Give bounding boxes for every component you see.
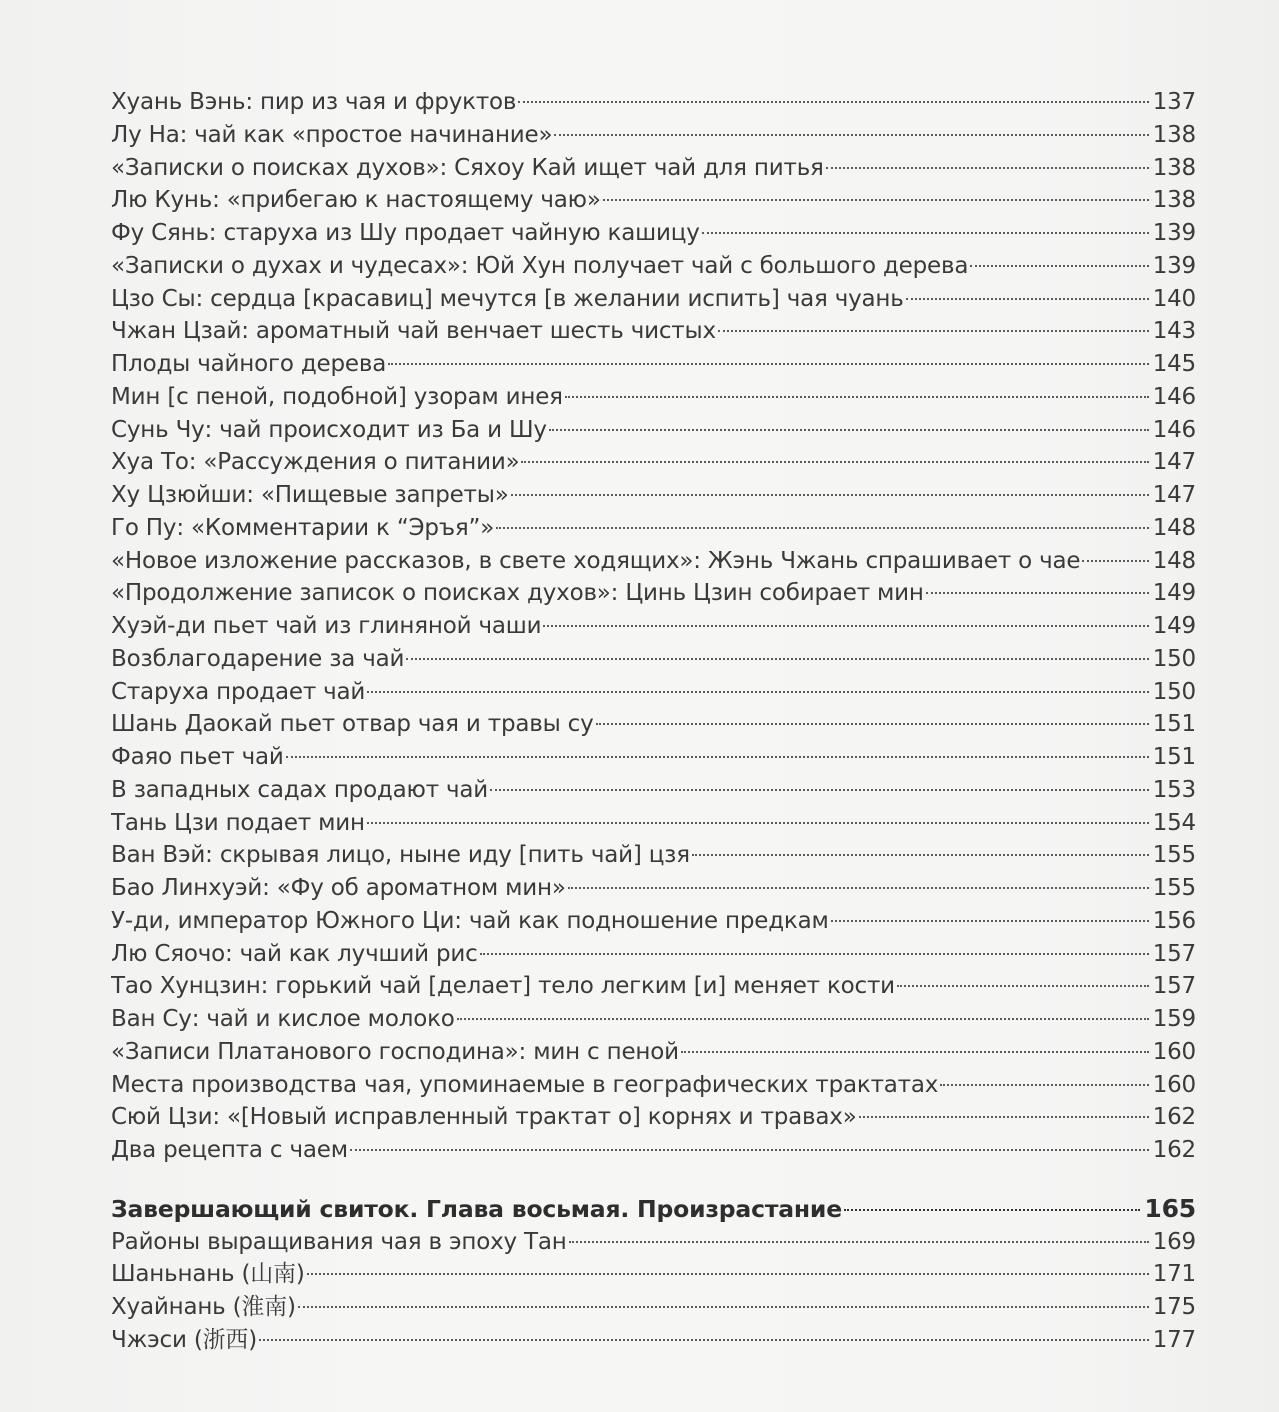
toc-entry[interactable] [111,217,1196,250]
toc-entry-title: Фаяо пьет чай [111,744,284,770]
dot-leader [926,592,1149,594]
toc-entry[interactable] [111,676,1196,709]
toc-entry[interactable] [111,610,1196,643]
toc-entry[interactable] [111,1036,1196,1069]
toc-entry-page-number: 146 [1152,383,1196,410]
toc-entry-title: Бао Линхуэй: «Фу об ароматном мин» [111,875,566,901]
toc-entry[interactable] [111,643,1196,676]
toc-entry-page-number: 160 [1152,1038,1196,1065]
toc-entry-title: «Продолжение записок о поисках духов»: Цинь Цзин собирает мин [111,580,924,607]
dot-leader [831,920,1149,922]
dot-leader [286,756,1149,758]
toc-entry-page-number: 157 [1152,940,1196,967]
table-of-contents [111,86,1196,1357]
dot-leader [702,232,1149,234]
toc-entry[interactable] [111,381,1196,414]
toc-entry-page-number: 154 [1152,809,1196,836]
dot-leader [367,822,1149,824]
dot-leader [596,723,1149,725]
dot-leader [826,167,1149,169]
toc-entry[interactable] [111,774,1196,807]
dot-leader [521,461,1148,463]
toc-entry[interactable] [111,872,1196,905]
dot-leader [259,1339,1149,1341]
dot-leader [554,134,1148,136]
toc-entry[interactable] [111,807,1196,840]
toc-entry-title: Лу На: чай как «простое начинание» [111,121,553,148]
toc-entry[interactable] [111,545,1196,578]
toc-entry[interactable] [111,905,1196,938]
toc-entry-title: Места производства чая, упоминаемые в географических трактатах [111,1071,939,1098]
toc-entry-page-number: 138 [1152,154,1196,181]
dot-leader [367,691,1149,693]
toc-entry-page-number: 139 [1152,220,1196,246]
toc-entry-page-number: 137 [1152,89,1196,115]
toc-entry[interactable] [111,512,1196,545]
dot-leader [518,101,1148,103]
toc-chapter-entries [111,1226,1196,1357]
dot-leader [859,1116,1149,1118]
toc-entry-page-number: 140 [1152,285,1196,312]
toc-entry-page-number: 153 [1152,776,1196,803]
dot-leader [1082,560,1148,562]
toc-entry-title: Тао Хунцзин: горький чай [делает] тело легким [и] меняет кости [111,973,895,1000]
dot-leader [568,887,1149,889]
dot-leader [307,1273,1149,1275]
dot-leader [970,265,1148,267]
toc-entry-page-number: 151 [1152,744,1196,770]
toc-entry-title: «Записки о духах и чудесах»: Юй Хун получает чай с большого дерева [111,252,969,279]
toc-entry-page-number: 149 [1152,580,1196,607]
toc-entry-title: Ван Су: чай и кислое молоко [111,1006,455,1032]
toc-entry-page-number: 143 [1152,318,1196,345]
dot-leader [406,658,1148,660]
toc-entry[interactable] [111,839,1196,872]
toc-entry[interactable] [111,1226,1196,1259]
toc-entry-title: Чжэси (浙西) [111,1326,257,1353]
toc-entry-title: Чжан Цзай: ароматный чай венчает шесть чистых [111,318,716,345]
toc-entry-title: Плоды чайного дерева [111,351,387,377]
toc-entry[interactable] [111,446,1196,479]
toc-entry-title: Тань Цзи подает мин [111,809,365,836]
toc-entry-page-number: 171 [1152,1261,1196,1288]
toc-entry-title: Цзо Сы: сердца [красавиц] мечутся [в желании испить] чая чуань [111,285,904,312]
toc-entry-page-number: 138 [1152,121,1196,148]
dot-leader [844,1209,1140,1211]
toc-entry-title: Фу Сянь: старуха из Шу продает чайную кашицу [111,220,700,246]
toc-entry-page-number: 148 [1152,547,1196,574]
toc-section-entries [111,86,1196,1167]
toc-entry-title: Возблагодарение за чай [111,645,405,672]
dot-leader [490,789,1149,791]
dot-leader [681,1051,1149,1053]
toc-entry-page-number: 175 [1152,1294,1196,1320]
toc-entry-page-number: 139 [1152,252,1196,279]
toc-entry-title: «Записки о поисках духов»: Сяхоу Кай ищет чай для питья [111,154,824,181]
toc-entry-title: Два рецепта с чаем [111,1137,348,1163]
toc-entry-page-number: 147 [1152,482,1196,508]
dot-leader [692,854,1149,856]
toc-entry-page-number: 148 [1152,514,1196,541]
toc-entry-title: «Новое изложение рассказов, в свете ходящих»: Жэнь Чжань спрашивает о чае [111,547,1081,574]
dot-leader [603,199,1149,201]
toc-entry-title: «Записи Платанового господина»: мин с пеной [111,1038,679,1065]
toc-entry[interactable] [111,348,1196,381]
toc-entry-title: Хуэй-ди пьет чай из глиняной чаши [111,613,542,639]
toc-entry-page-number: 138 [1152,187,1196,214]
dot-leader [906,298,1149,300]
toc-entry[interactable] [111,1291,1196,1324]
toc-entry-page-number: 150 [1152,678,1196,705]
toc-entry-title: Лю Сяочо: чай как лучший рис [111,940,478,967]
toc-entry-title: Шань Даокай пьет отвар чая и травы су [111,711,594,738]
dot-leader [569,1241,1149,1243]
toc-entry-page-number: 156 [1152,907,1196,934]
toc-entry[interactable] [111,184,1196,217]
dot-leader [511,494,1149,496]
dot-leader [897,985,1149,987]
toc-entry[interactable] [111,283,1196,316]
toc-entry-page-number: 157 [1152,973,1196,1000]
toc-entry-title: Хуайнань (淮南) [111,1294,296,1320]
toc-entry-page-number: 159 [1152,1006,1196,1032]
toc-entry[interactable] [111,708,1196,741]
toc-entry-title: Шаньнань (山南) [111,1261,305,1288]
dot-leader [457,1018,1149,1020]
toc-entry-title: Районы выращивания чая в эпоху Тан [111,1228,567,1255]
toc-entry[interactable] [111,970,1196,1003]
toc-entry-title: У-ди, император Южного Ци: чай как подношение предкам [111,907,829,934]
toc-entry-page-number: 146 [1152,416,1196,443]
chapter-page-number: 165 [1144,1193,1196,1223]
dot-leader [543,625,1148,627]
toc-entry[interactable] [111,741,1196,774]
toc-entry-title: Сунь Чу: чай происходит из Ба и Шу [111,416,547,443]
toc-entry-page-number: 155 [1152,875,1196,901]
toc-entry-page-number: 145 [1152,351,1196,377]
chapter-title: Завершающий свиток. Глава восьмая. Произрастание [111,1194,842,1223]
toc-entry-page-number: 162 [1152,1104,1196,1131]
toc-entry-title: Старуха продает чай [111,678,366,705]
toc-entry-title: Сюй Цзи: «[Новый исправленный трактат о] корнях и травах» [111,1104,857,1131]
toc-entry-title: Хуа То: «Рассуждения о питании» [111,449,520,476]
toc-entry[interactable] [111,1134,1196,1167]
toc-entry-title: Ху Цзюйши: «Пищевые запреты» [111,482,509,508]
toc-entry-title: Лю Кунь: «прибегаю к настоящему чаю» [111,187,601,214]
toc-entry-page-number: 150 [1152,645,1196,672]
toc-entry[interactable] [111,938,1196,971]
toc-entry-page-number: 160 [1152,1071,1196,1098]
toc-entry[interactable] [111,1003,1196,1036]
dot-leader [350,1149,1149,1151]
toc-entry-page-number: 151 [1152,711,1196,738]
toc-entry[interactable] [111,86,1196,119]
dot-leader [496,527,1149,529]
toc-entry-title: Мин [с пеной, подобной] узорам инея [111,383,563,410]
dot-leader [549,429,1149,431]
dot-leader [480,953,1149,955]
toc-entry-title: Го Пу: «Комментарии к “Эръя”» [111,514,495,541]
toc-entry-title: В западных садах продают чай [111,776,489,803]
toc-entry-page-number: 149 [1152,613,1196,639]
section-gap [111,1167,1196,1193]
dot-leader [565,396,1149,398]
toc-entry-page-number: 177 [1152,1326,1196,1353]
toc-entry[interactable] [111,1258,1196,1291]
dot-leader [718,330,1149,332]
toc-entry[interactable] [111,414,1196,447]
dot-leader [298,1306,1149,1308]
toc-entry-title: Ван Вэй: скрывая лицо, ныне иду [пить чай] цзя [111,842,690,869]
toc-entry[interactable] [111,577,1196,610]
toc-entry[interactable] [111,1069,1196,1102]
toc-entry-page-number: 162 [1152,1137,1196,1163]
toc-entry[interactable] [111,119,1196,152]
chapter-heading-row[interactable] [111,1193,1196,1226]
toc-entry-page-number: 155 [1152,842,1196,869]
toc-entry[interactable] [111,152,1196,185]
toc-entry[interactable] [111,1324,1196,1357]
toc-entry-title: Хуань Вэнь: пир из чая и фруктов [111,89,517,115]
dot-leader [388,363,1149,365]
toc-entry-page-number: 147 [1152,449,1196,476]
toc-entry[interactable] [111,250,1196,283]
toc-entry-page-number: 169 [1152,1228,1196,1255]
toc-entry[interactable] [111,1101,1196,1134]
dot-leader [940,1084,1149,1086]
toc-entry[interactable] [111,315,1196,348]
toc-entry[interactable] [111,479,1196,512]
